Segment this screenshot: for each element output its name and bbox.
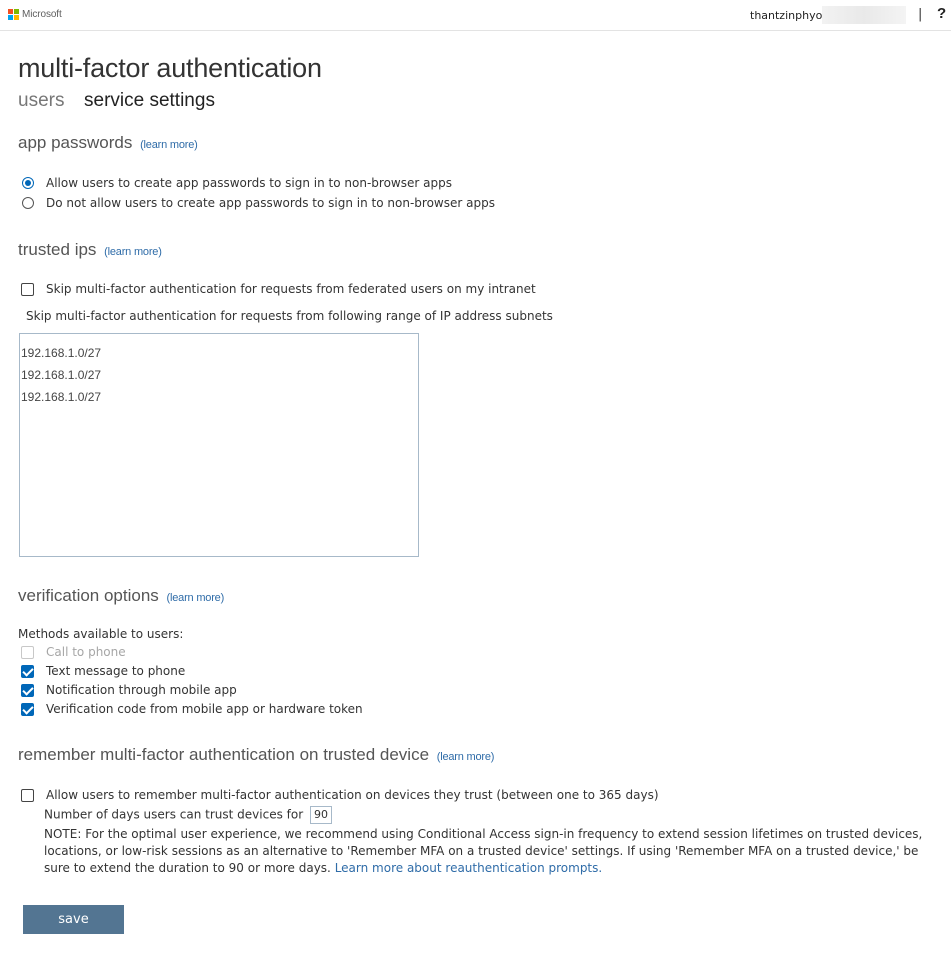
note-text: NOTE: For the optimal user experience, we recommend using Conditional Access sign-in frequency to extend session lifetimes on trusted devices, locations, or low-risk sessions as an alternative to 'Remember MFA on a trusted device' settings. If using 'Remember MFA on a trusted device,' be sure to extend the duration to 90 or more days.: [44, 827, 923, 875]
allow-app-passwords-radio[interactable]: [22, 177, 34, 189]
username[interactable]: thantzinphyo: [750, 9, 823, 22]
method-text-message[interactable]: [21, 664, 185, 678]
learn-more-link[interactable]: (learn more): [166, 592, 225, 604]
section-title-remember-mfa: [18, 745, 494, 765]
verification-options-title: verification options: [18, 586, 159, 605]
verification-code-checkbox[interactable]: [21, 703, 34, 716]
learn-more-link[interactable]: (learn more): [104, 246, 162, 258]
ip-subnets-textarea[interactable]: [19, 333, 419, 557]
mobile-app-notification-label: Notification through mobile app: [46, 683, 237, 697]
call-to-phone-label: Call to phone: [46, 645, 126, 659]
ip-subnet-entry: 192.168.1.0/27: [21, 390, 102, 404]
skip-federated-option[interactable]: [21, 282, 536, 296]
remember-mfa-note: [44, 826, 929, 877]
trust-days-input[interactable]: 90: [310, 806, 332, 824]
app-passwords-allow-option[interactable]: [22, 176, 452, 190]
skip-federated-checkbox[interactable]: [21, 283, 34, 296]
method-mobile-app-notification[interactable]: [21, 683, 237, 697]
tab-service-settings[interactable]: service settings: [84, 90, 215, 111]
save-button[interactable]: save: [23, 905, 124, 934]
remember-mfa-label: Allow users to remember multi-factor authentication on devices they trust (between one to 365 days): [46, 788, 659, 802]
top-bar: [0, 0, 951, 31]
learn-more-link[interactable]: (learn more): [436, 751, 495, 763]
microsoft-logo-icon: [8, 9, 19, 20]
trusted-ips-title: trusted ips: [18, 240, 97, 259]
username-redacted: [822, 6, 906, 24]
mobile-app-notification-checkbox[interactable]: [21, 684, 34, 697]
tab-users[interactable]: users: [18, 90, 65, 111]
methods-label: Methods available to users:: [18, 627, 184, 641]
app-passwords-title: app passwords: [18, 133, 133, 152]
remember-mfa-checkbox[interactable]: [21, 789, 34, 802]
allow-app-passwords-label: Allow users to create app passwords to sign in to non-browser apps: [46, 176, 452, 190]
reauthentication-prompts-link[interactable]: Learn more about reauthentication prompts.: [334, 861, 603, 875]
section-title-verification-options: [18, 586, 224, 606]
page-title: multi-factor authentication: [18, 53, 322, 83]
section-title-trusted-ips: [18, 240, 162, 260]
ip-subnet-entry: 192.168.1.0/27: [21, 346, 102, 360]
verification-code-label: Verification code from mobile app or hardware token: [46, 702, 363, 716]
learn-more-link[interactable]: (learn more): [140, 139, 198, 151]
deny-app-passwords-label: Do not allow users to create app passwords to sign in to non-browser apps: [46, 196, 495, 210]
brand-name: Microsoft: [22, 9, 62, 20]
subnets-label: Skip multi-factor authentication for requests from following range of IP address subnets: [26, 309, 553, 323]
call-to-phone-checkbox: [21, 646, 34, 659]
section-title-app-passwords: [18, 133, 198, 153]
app-passwords-deny-option[interactable]: [22, 196, 495, 210]
ip-subnet-entry: 192.168.1.0/27: [21, 368, 102, 382]
method-call-to-phone: [21, 645, 126, 659]
text-message-label: Text message to phone: [46, 664, 186, 678]
remember-mfa-title: remember multi-factor authentication on trusted device: [18, 745, 430, 764]
help-icon[interactable]: ?: [937, 5, 947, 22]
remember-mfa-option[interactable]: [21, 788, 659, 802]
skip-federated-label: Skip multi-factor authentication for requests from federated users on my intranet: [46, 282, 536, 296]
deny-app-passwords-radio[interactable]: [22, 197, 34, 209]
microsoft-logo[interactable]: [8, 9, 62, 20]
method-verification-code[interactable]: [21, 702, 363, 716]
trust-days-row: [44, 806, 332, 824]
header-separator: |: [918, 7, 923, 22]
text-message-checkbox[interactable]: [21, 665, 34, 678]
trust-days-label: Number of days users can trust devices for: [44, 807, 304, 822]
